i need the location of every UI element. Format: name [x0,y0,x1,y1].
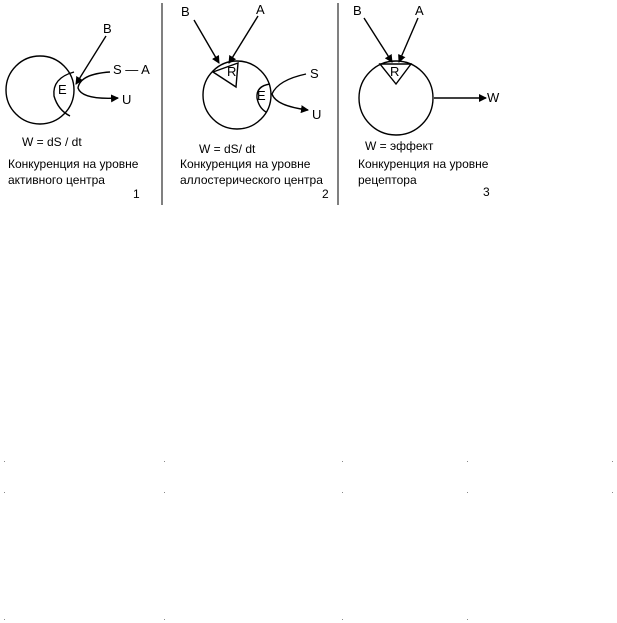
panel-2-caption-line1: Конкуренция на уровне [180,157,311,171]
panel-3-a-arrow [399,18,418,62]
panel-2-label-E: E [257,88,266,103]
scan-specks [4,461,613,620]
panel-2-label-U: U [312,107,322,122]
panel-2-label-S: S [310,66,319,81]
panel-1-label-U: U [122,92,132,107]
panel-3-number: 3 [483,185,490,199]
panel-1-caption-line1: Конкуренция на уровне [8,157,139,171]
panel-2-a-arrow [229,16,258,63]
panel-1-b-arrow [76,36,106,84]
panel-1-caption-line2: активного центра [8,173,105,187]
panel-3-label-W: W [487,90,500,105]
panel-2-substrate-arrow [272,74,308,110]
panel-3-caption-line1: Конкуренция на уровне [358,157,489,171]
panel-2-label-R: R [227,64,237,79]
panel-3-caption-line2: рецептора [358,173,417,187]
panel-1-label-SA: S — A [113,62,150,77]
panel-1-substrate-arrow [78,72,118,98]
panel-3 [353,3,500,199]
panel-2-label-B: B [181,4,190,19]
panel-1-equation: W = dS / dt [22,135,82,149]
panel-1-number: 1 [133,187,140,201]
panel-1-label-B: B [103,21,112,36]
panel-3-label-R: R [390,64,400,79]
panel-1 [6,21,150,201]
panel-2-equation: W = dS/ dt [199,142,256,156]
panel-2-b-arrow [194,20,219,63]
panel-2-caption-line2: аллостерического центра [180,173,323,187]
panel-1-label-E: E [58,82,67,97]
panel-3-equation: W = эффект [365,139,434,153]
panel-3-b-arrow [364,18,392,62]
panel-2 [180,2,329,201]
panel-3-label-B: B [353,3,362,18]
panel-2-label-A: A [256,2,265,17]
panel-3-label-A: A [415,3,424,18]
panel-2-number: 2 [322,187,329,201]
